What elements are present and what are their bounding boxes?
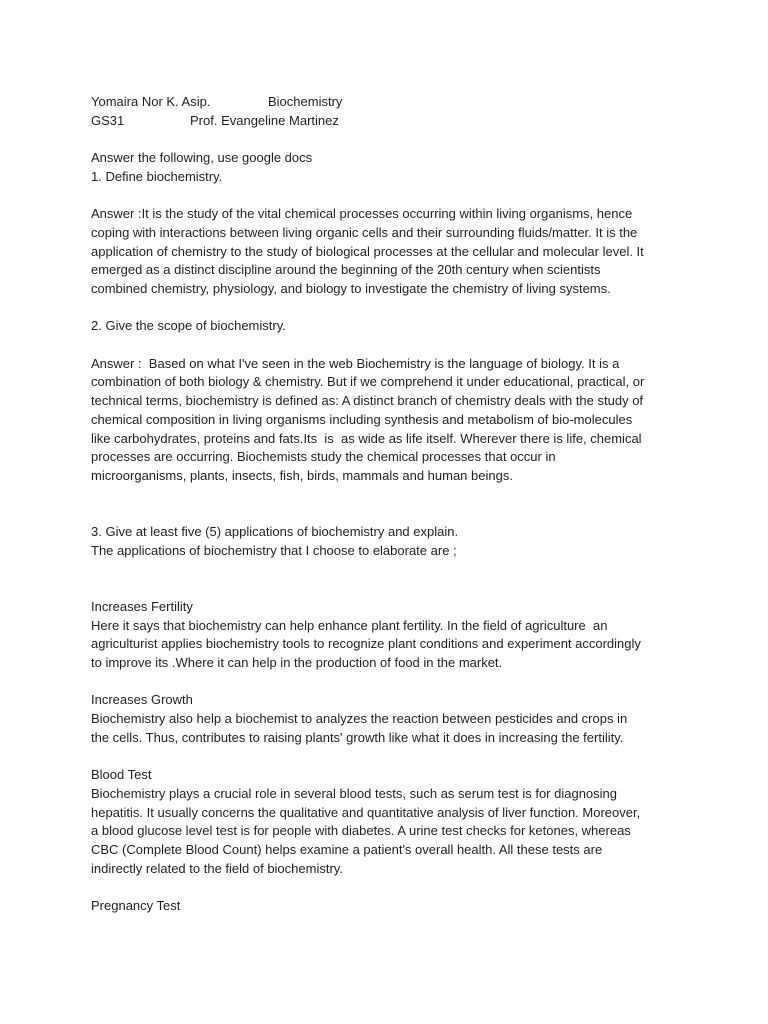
application-title: Increases Fertility [91,598,193,614]
application-line: agriculturist applies biochemistry tools to recognize plant conditions and experiment accordingly [91,636,641,652]
answer-1-line: application of chemistry to the study of biological processes at the cellular and molecular level. It [91,243,644,259]
professor: Prof. Evangeline Martinez [190,112,339,128]
question-1: 1. Define biochemistry. [91,168,223,184]
application-growth [91,691,691,747]
application-line: Biochemistry plays a crucial role in several blood tests, such as serum test is for diagnosing [91,785,618,801]
instruction: Answer the following, use google docs [91,150,313,166]
answer-1-line: Answer :It is the study of the vital chemical processes occurring within living organisms, hence [91,206,633,222]
application-title: Blood Test [91,767,152,783]
document-page [91,93,691,916]
question-2: 2. Give the scope of biochemistry. [91,318,286,334]
section: GS31 [91,112,125,128]
answer-2-line: technical terms, biochemistry is defined as: A distinct branch of chemistry deals with the study of [91,393,644,409]
answer-2-line: chemical composition in living organisms including synthesis and metabolism of bio-molecules [91,411,633,427]
answer-1 [91,205,691,299]
application-fertility [91,598,691,673]
application-title: Increases Growth [91,692,193,708]
application-line: hepatitis. It usually concerns the qualitative and quantitative analysis of liver function. Moreover, [91,804,641,820]
application-line: to improve its .Where it can help in the production of food in the market. [91,655,503,670]
answer-2-line: microorganisms, plants, insects, fish, birds, mammals and human beings. [91,468,513,483]
answer-2-line: combination of both biology & chemistry. But if we comprehend it under educational, practical, or [91,374,645,390]
application-line: a blood glucose level test is for people with diabetes. A urine test checks for ketones, whereas [91,823,631,839]
application-line: indirectly related to the field of biochemistry. [91,860,343,876]
answer-2-line: Answer : Based on what I've seen in the web Biochemistry is the language of biology. It is a [91,355,620,371]
application-blood-test [91,766,691,878]
application-pregnancy-test [91,897,691,916]
subject: Biochemistry [268,94,343,109]
answer-1-line: coping with interactions between living organic cells and their surrounding fluids/matter. It is the [91,224,638,240]
header-row-1 [91,93,691,112]
application-title: Pregnancy Test [91,898,181,914]
answer-2 [91,355,691,486]
student-name: Yomaira Nor K. Asip. [91,94,211,109]
application-line: CBC (Complete Blood Count) helps examine a patient's overall health. All these tests are [91,842,603,857]
question-3: 3. Give at least five (5) applications of biochemistry and explain. [91,524,459,540]
answer-1-line: emerged as a distinct discipline around the beginning of the 20th century when scientists [91,262,601,278]
application-line: Here it says that biochemistry can help enhance plant fertility. In the field of agriculture an [91,617,608,633]
question-3-intro: The applications of biochemistry that I choose to elaborate are ; [91,542,457,558]
answer-2-line: processes are occurring. Biochemists study the chemical processes that occur in [91,449,556,465]
header-row-2 [91,112,691,131]
answer-2-line: like carbohydrates, proteins and fats.Its is as wide as life itself. Wherever there is life, chemical [91,430,642,446]
application-line: Biochemistry also help a biochemist to analyzes the reaction between pesticides and crops in [91,711,628,727]
application-line: the cells. Thus, contributes to raising plants' growth like what it does in increasing the fertility. [91,729,624,745]
answer-1-line: combined chemistry, physiology, and biology to investigate the chemistry of living systems. [91,281,611,296]
